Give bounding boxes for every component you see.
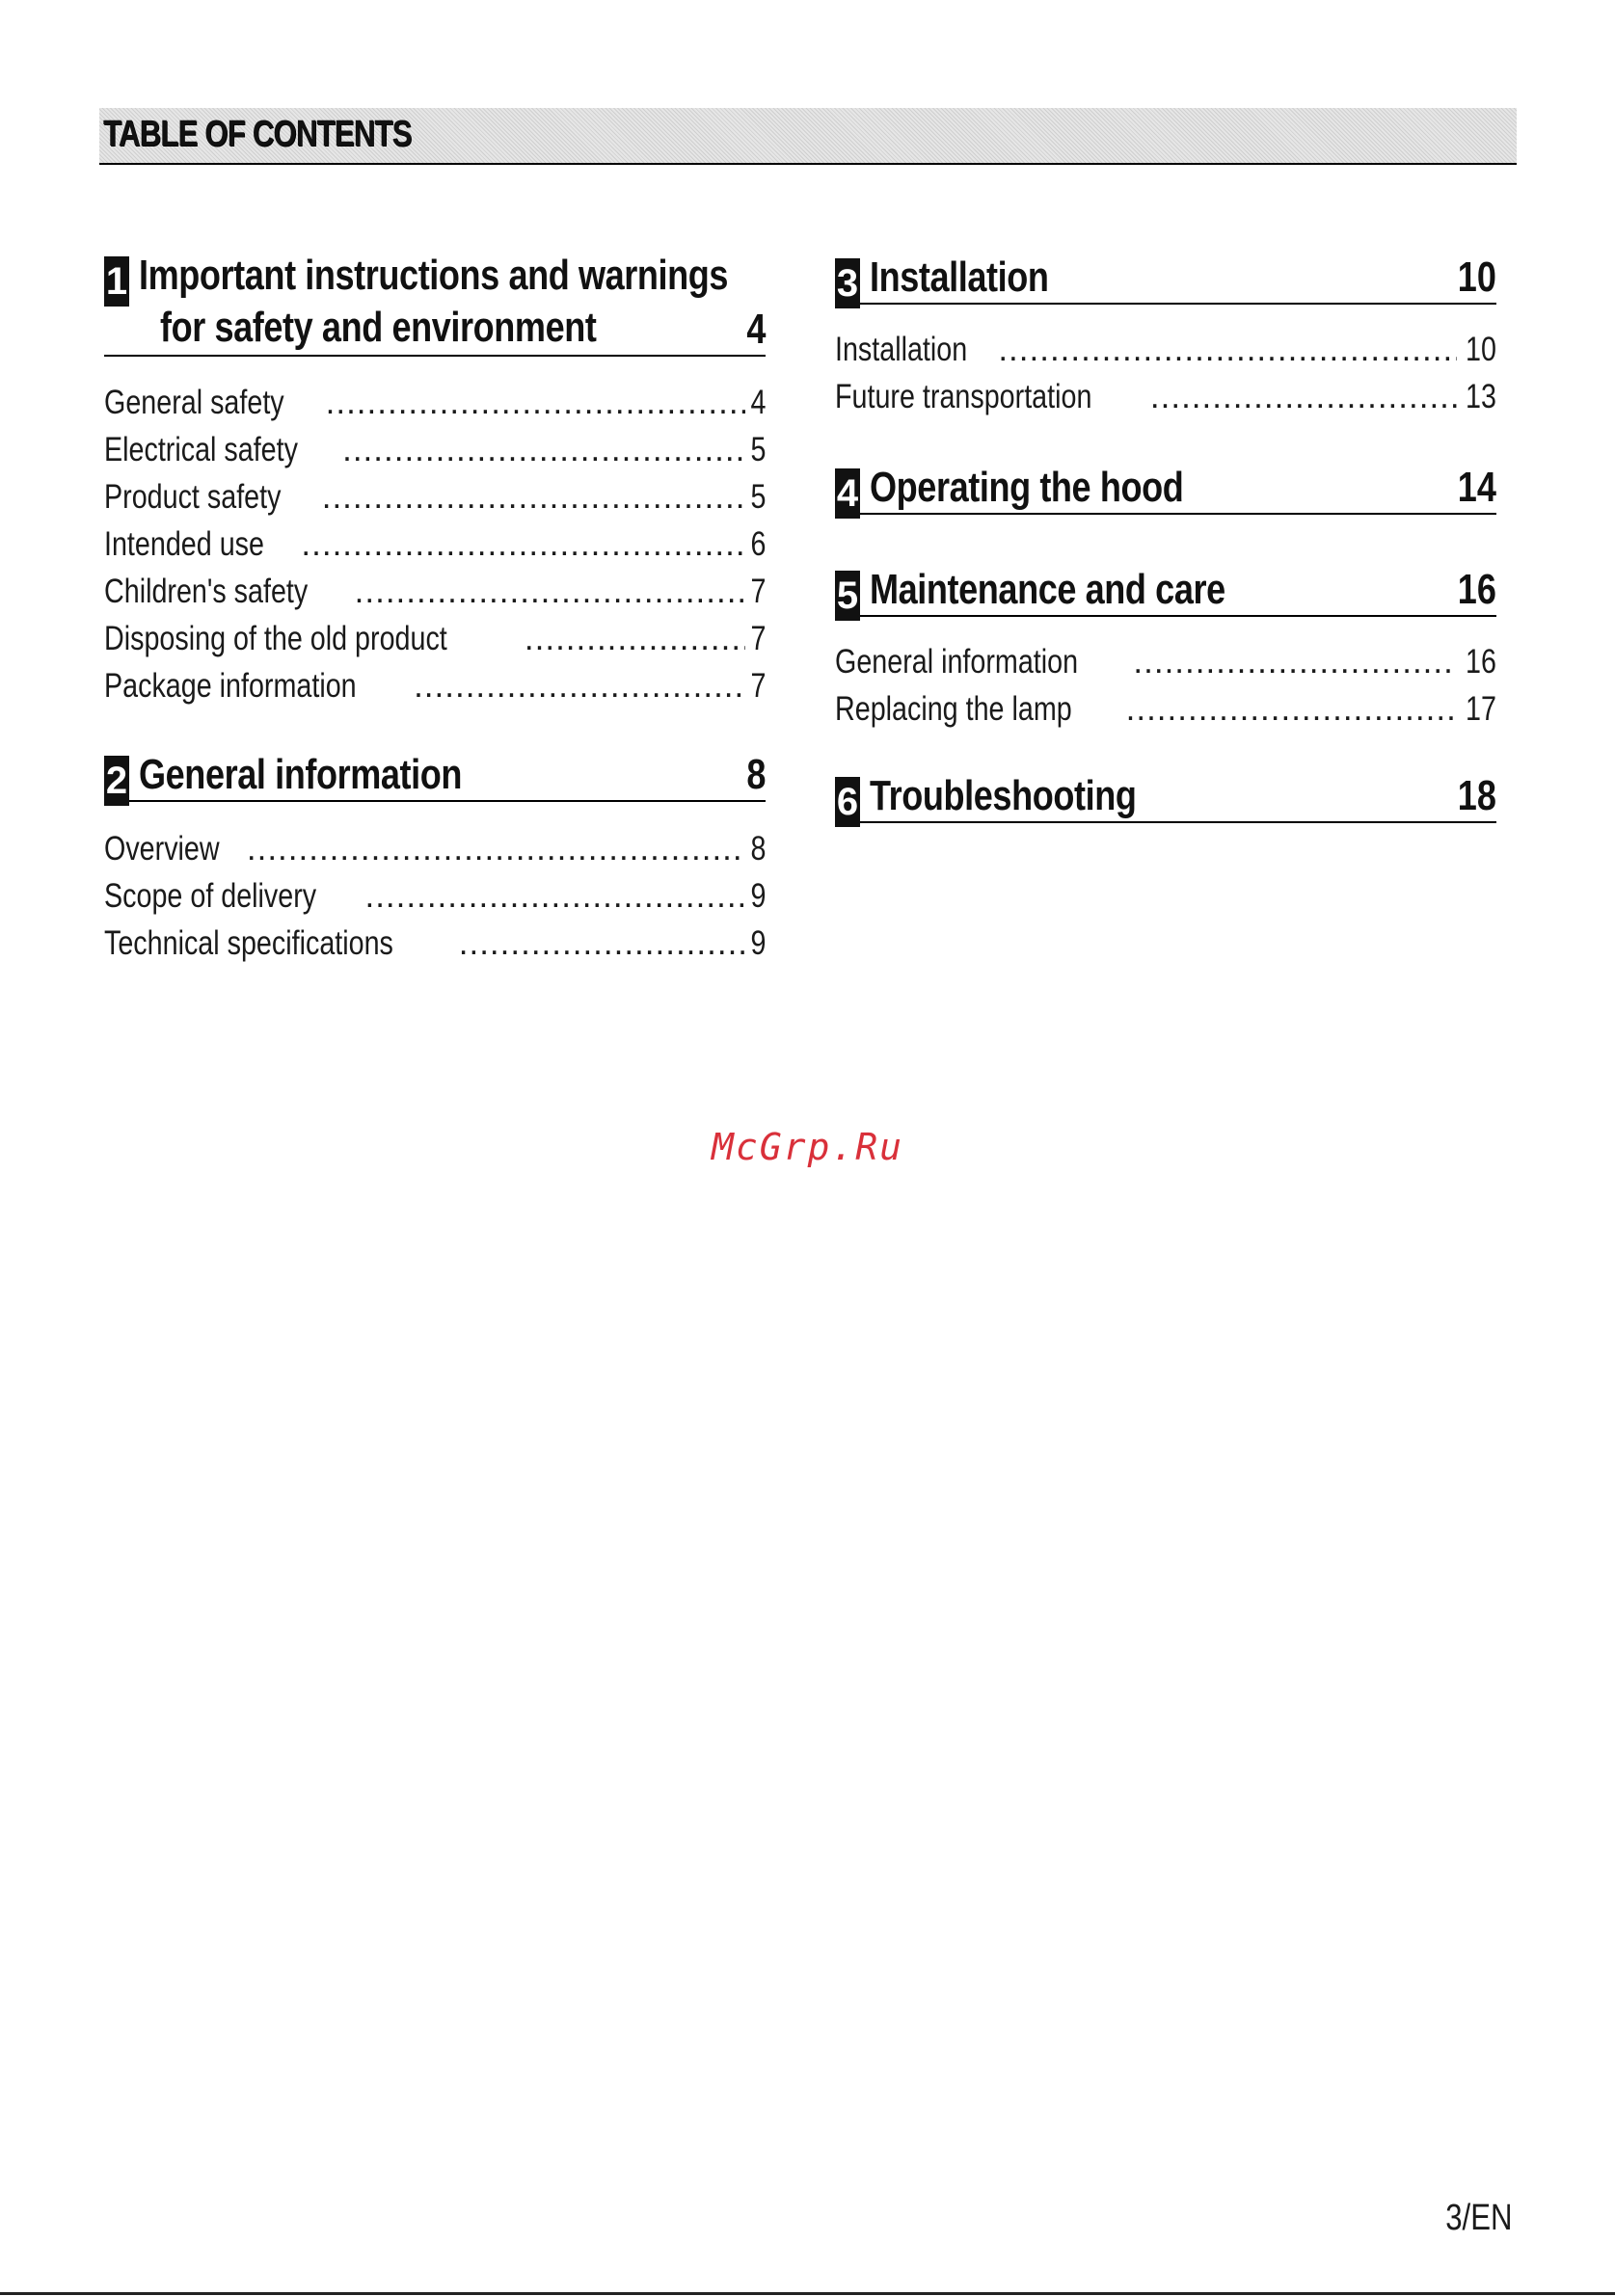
toc-entry-label: General safety bbox=[104, 384, 284, 421]
toc-entry-page: 7 bbox=[750, 573, 766, 610]
toc-entry-label: Technical specifications bbox=[104, 924, 393, 962]
section-title: Important instructions and warnings bbox=[139, 252, 729, 299]
dot-leader bbox=[322, 473, 745, 521]
section-title: Operating the hood bbox=[870, 464, 1184, 511]
section-title-continued: for safety and environment bbox=[160, 304, 597, 351]
toc-entry[interactable] bbox=[835, 685, 1496, 733]
toc-entry[interactable] bbox=[104, 920, 766, 967]
section-page-number: 4 bbox=[745, 306, 766, 353]
toc-entry[interactable] bbox=[835, 326, 1496, 373]
section-number-badge: 3 bbox=[835, 258, 860, 308]
section-heading[interactable] bbox=[835, 565, 1496, 617]
toc-entry[interactable] bbox=[835, 373, 1496, 420]
toc-entry-page: 17 bbox=[1466, 690, 1496, 728]
toc-entry-page: 7 bbox=[750, 620, 766, 657]
toc-entry-list bbox=[104, 825, 766, 967]
page-title: TABLE OF CONTENTS bbox=[103, 114, 412, 154]
dot-leader bbox=[1150, 373, 1457, 420]
toc-entry-label: Intended use bbox=[104, 525, 264, 563]
page-number-footer: 3/EN bbox=[1444, 2198, 1512, 2238]
toc-entry-page: 4 bbox=[750, 384, 766, 421]
watermark-text: McGrp.Ru bbox=[711, 1126, 904, 1168]
toc-entry-label: Product safety bbox=[104, 478, 282, 516]
section-title: Maintenance and care bbox=[870, 566, 1225, 613]
section-page-number: 16 bbox=[1457, 566, 1496, 613]
toc-entry-page: 13 bbox=[1466, 378, 1496, 415]
toc-section-2 bbox=[104, 750, 766, 967]
toc-entry-label: Replacing the lamp bbox=[835, 690, 1072, 728]
toc-entry-label: Electrical safety bbox=[104, 431, 298, 468]
toc-entry-page: 6 bbox=[750, 525, 766, 563]
toc-entry-page: 5 bbox=[750, 478, 766, 516]
toc-section-6 bbox=[835, 771, 1496, 823]
section-number-badge: 2 bbox=[104, 756, 129, 806]
toc-entry-list bbox=[835, 638, 1496, 733]
section-page-number: 14 bbox=[1457, 464, 1496, 511]
toc-entry[interactable] bbox=[104, 521, 766, 568]
section-number-badge: 5 bbox=[835, 571, 860, 621]
dot-leader bbox=[301, 521, 744, 568]
section-title: Installation bbox=[870, 254, 1049, 301]
dot-leader bbox=[1133, 638, 1457, 685]
toc-entry-page: 7 bbox=[750, 667, 766, 705]
section-heading[interactable] bbox=[835, 463, 1496, 515]
section-page-number: 10 bbox=[1457, 254, 1496, 301]
toc-entry-label: Disposing of the old product bbox=[104, 620, 447, 657]
section-page-number: 18 bbox=[1457, 772, 1496, 819]
toc-entry-label: Overview bbox=[104, 830, 220, 868]
toc-entry[interactable] bbox=[104, 662, 766, 709]
toc-entry[interactable] bbox=[104, 473, 766, 521]
section-heading[interactable] bbox=[835, 253, 1496, 305]
dot-leader bbox=[1126, 685, 1457, 733]
dot-leader bbox=[364, 872, 744, 920]
toc-entry-page: 9 bbox=[750, 877, 766, 915]
toc-entry-list bbox=[104, 379, 766, 709]
toc-section-3 bbox=[835, 253, 1496, 420]
toc-entry-label: General information bbox=[835, 643, 1079, 681]
toc-entry-label: Scope of delivery bbox=[104, 877, 317, 915]
toc-section-1 bbox=[104, 251, 766, 709]
toc-entry-page: 10 bbox=[1466, 331, 1496, 368]
section-number-badge: 1 bbox=[104, 256, 129, 307]
toc-entry-page: 16 bbox=[1466, 643, 1496, 681]
toc-entry[interactable] bbox=[104, 379, 766, 426]
dot-leader bbox=[355, 568, 745, 615]
toc-right-column bbox=[835, 253, 1496, 823]
toc-entry-label: Package information bbox=[104, 667, 357, 705]
toc-entry[interactable] bbox=[104, 426, 766, 473]
dot-leader bbox=[342, 426, 744, 473]
toc-section-5 bbox=[835, 565, 1496, 733]
toc-entry-list bbox=[835, 326, 1496, 420]
toc-entry[interactable] bbox=[104, 615, 766, 662]
toc-entry-label: Installation bbox=[835, 331, 968, 368]
section-title: Troubleshooting bbox=[870, 772, 1137, 819]
dot-leader bbox=[998, 326, 1457, 373]
toc-entry-label: Children's safety bbox=[104, 573, 309, 610]
section-heading[interactable] bbox=[104, 251, 766, 357]
toc-entry-page: 8 bbox=[750, 830, 766, 868]
dot-leader bbox=[247, 825, 745, 872]
toc-entry-page: 5 bbox=[750, 431, 766, 468]
toc-left-column bbox=[104, 251, 766, 967]
dot-leader bbox=[326, 379, 745, 426]
section-number-badge: 4 bbox=[835, 468, 860, 519]
section-title: General information bbox=[139, 751, 463, 798]
toc-section-4 bbox=[835, 463, 1496, 515]
dot-leader bbox=[525, 615, 745, 662]
toc-entry[interactable] bbox=[104, 825, 766, 872]
toc-header-band bbox=[99, 108, 1517, 165]
section-heading[interactable] bbox=[835, 771, 1496, 823]
section-number-badge: 6 bbox=[835, 777, 860, 827]
section-heading[interactable] bbox=[104, 750, 766, 802]
toc-entry[interactable] bbox=[104, 872, 766, 920]
toc-entry-label: Future transportation bbox=[835, 378, 1092, 415]
section-page-number: 8 bbox=[745, 751, 766, 798]
dot-leader bbox=[414, 662, 744, 709]
toc-entry-page: 9 bbox=[750, 924, 766, 962]
toc-entry[interactable] bbox=[835, 638, 1496, 685]
dot-leader bbox=[459, 920, 745, 967]
toc-entry[interactable] bbox=[104, 568, 766, 615]
bottom-divider bbox=[0, 2292, 1615, 2295]
